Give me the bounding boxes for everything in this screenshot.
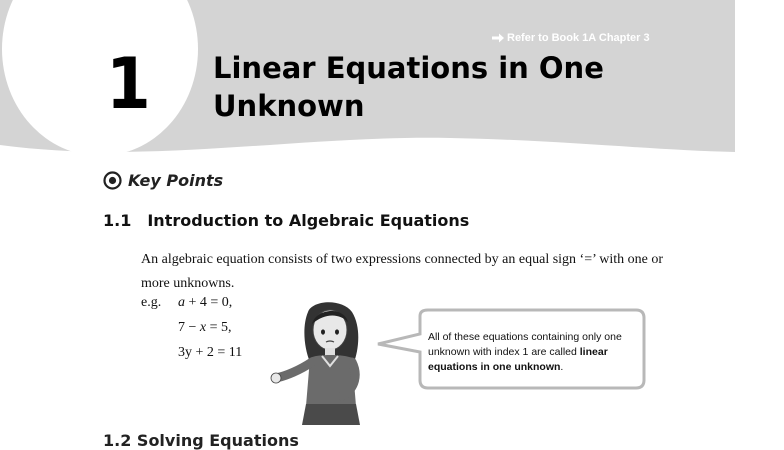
key-points-heading	[103, 171, 223, 190]
book-reference	[492, 32, 650, 44]
speech-bubble-text	[428, 330, 643, 375]
bubble-bold-term: linear equations in one unknown	[428, 346, 608, 373]
target-icon	[103, 171, 122, 190]
book-reference-text: Refer to Book 1A Chapter 3	[507, 32, 650, 44]
bubble-plain-text: All of these equations containing only one unknown with index 1 are called	[428, 331, 622, 358]
example-equation: a + 4 = 0,	[178, 295, 233, 310]
example-equation: 3y + 2 = 11	[178, 345, 243, 360]
example-equation: 7 − x = 5,	[178, 320, 232, 335]
definition-paragraph: An algebraic equation consists of two expressions connected by an equal sign ‘=’ with one or more unknowns.	[141, 252, 663, 291]
chapter-number: 1	[106, 43, 151, 125]
bubble-end-text: .	[560, 361, 564, 373]
section-heading	[103, 211, 469, 230]
next-section-heading: 1.2 Solving Equations	[103, 431, 299, 450]
chapter-title: Linear Equations in One Unknown	[213, 51, 604, 123]
key-points-label: Key Points	[128, 171, 224, 190]
arrow-right-icon	[492, 33, 504, 43]
section-number: 1.1	[103, 211, 132, 230]
section-title: Introduction to Algebraic Equations	[147, 211, 470, 230]
example-label: e.g.	[141, 295, 162, 310]
